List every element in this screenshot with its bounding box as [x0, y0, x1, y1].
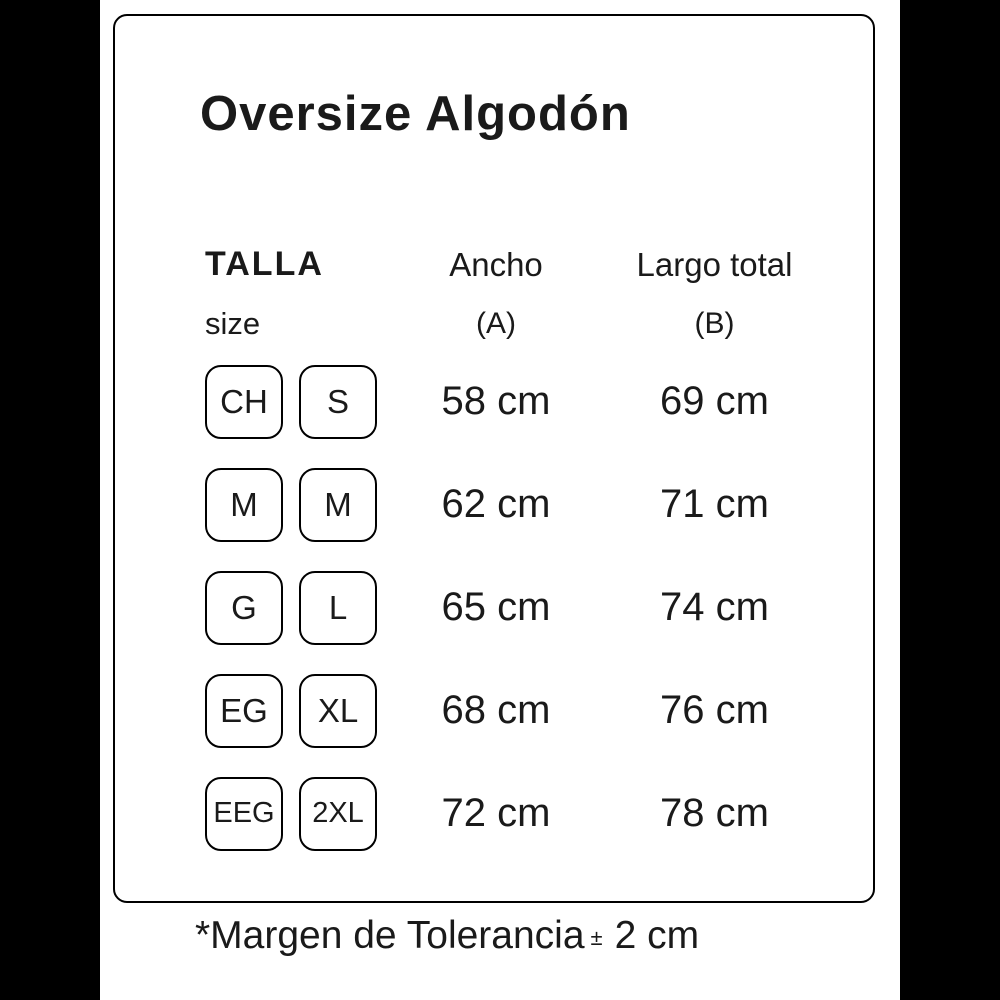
size-header-secondary: size — [205, 306, 261, 342]
table-row — [205, 659, 873, 762]
largo-value: 71 cm — [660, 482, 769, 526]
talla-badge — [205, 674, 283, 748]
chart-title: Oversize Algodón — [200, 87, 631, 141]
ancho-value: 58 cm — [441, 379, 551, 423]
largo-value: 78 cm — [660, 791, 769, 835]
left-black-bar — [0, 0, 100, 1000]
table-row — [205, 350, 873, 453]
size-column-header — [205, 245, 390, 342]
size-badge — [299, 674, 377, 748]
badge-label: EEG — [213, 797, 275, 829]
right-black-bar — [900, 0, 1000, 1000]
talla-badge — [205, 777, 283, 851]
tolerance-note — [195, 914, 699, 958]
size-badges — [205, 674, 390, 748]
table-rows — [115, 350, 873, 865]
badge-label: 2XL — [312, 797, 364, 829]
badge-label: EG — [220, 691, 268, 729]
header-sub: (B) — [694, 306, 735, 340]
header-label: Ancho — [449, 246, 543, 283]
size-badges — [205, 571, 390, 645]
header-sub: (A) — [476, 306, 516, 340]
size-badge — [299, 571, 377, 645]
size-badge — [299, 365, 377, 439]
size-badge — [299, 777, 377, 851]
table-row — [205, 453, 873, 556]
ancho-value: 65 cm — [441, 585, 551, 629]
column-header-largo — [602, 245, 827, 342]
size-badges — [205, 365, 390, 439]
ancho-value: 62 cm — [441, 482, 551, 526]
plus-minus-symbol: ± — [590, 925, 603, 950]
badge-label: L — [328, 588, 348, 626]
ancho-value: 68 cm — [441, 688, 551, 732]
ancho-value: 72 cm — [441, 791, 551, 835]
largo-value: 74 cm — [660, 585, 769, 629]
largo-value: 69 cm — [660, 379, 769, 423]
size-header-primary: TALLA — [205, 245, 324, 283]
talla-badge — [205, 365, 283, 439]
size-badge — [299, 468, 377, 542]
size-chart-card — [113, 14, 875, 903]
badge-label: M — [230, 485, 258, 523]
size-badges — [205, 468, 390, 542]
table-row — [205, 762, 873, 865]
badge-label: XL — [317, 691, 359, 729]
table-header — [205, 245, 873, 342]
largo-value: 76 cm — [660, 688, 769, 732]
talla-badge — [205, 468, 283, 542]
header-label: Largo total — [636, 246, 793, 283]
badge-label: M — [324, 485, 352, 523]
badge-label: S — [326, 382, 349, 420]
table-row — [205, 556, 873, 659]
talla-badge — [205, 571, 283, 645]
badge-label: G — [231, 588, 257, 626]
tolerance-value: 2 cm — [614, 914, 700, 957]
badge-label: CH — [220, 382, 268, 420]
tolerance-text: *Margen de Tolerancia — [195, 914, 585, 957]
size-badges — [205, 777, 390, 851]
column-header-ancho — [390, 245, 602, 342]
